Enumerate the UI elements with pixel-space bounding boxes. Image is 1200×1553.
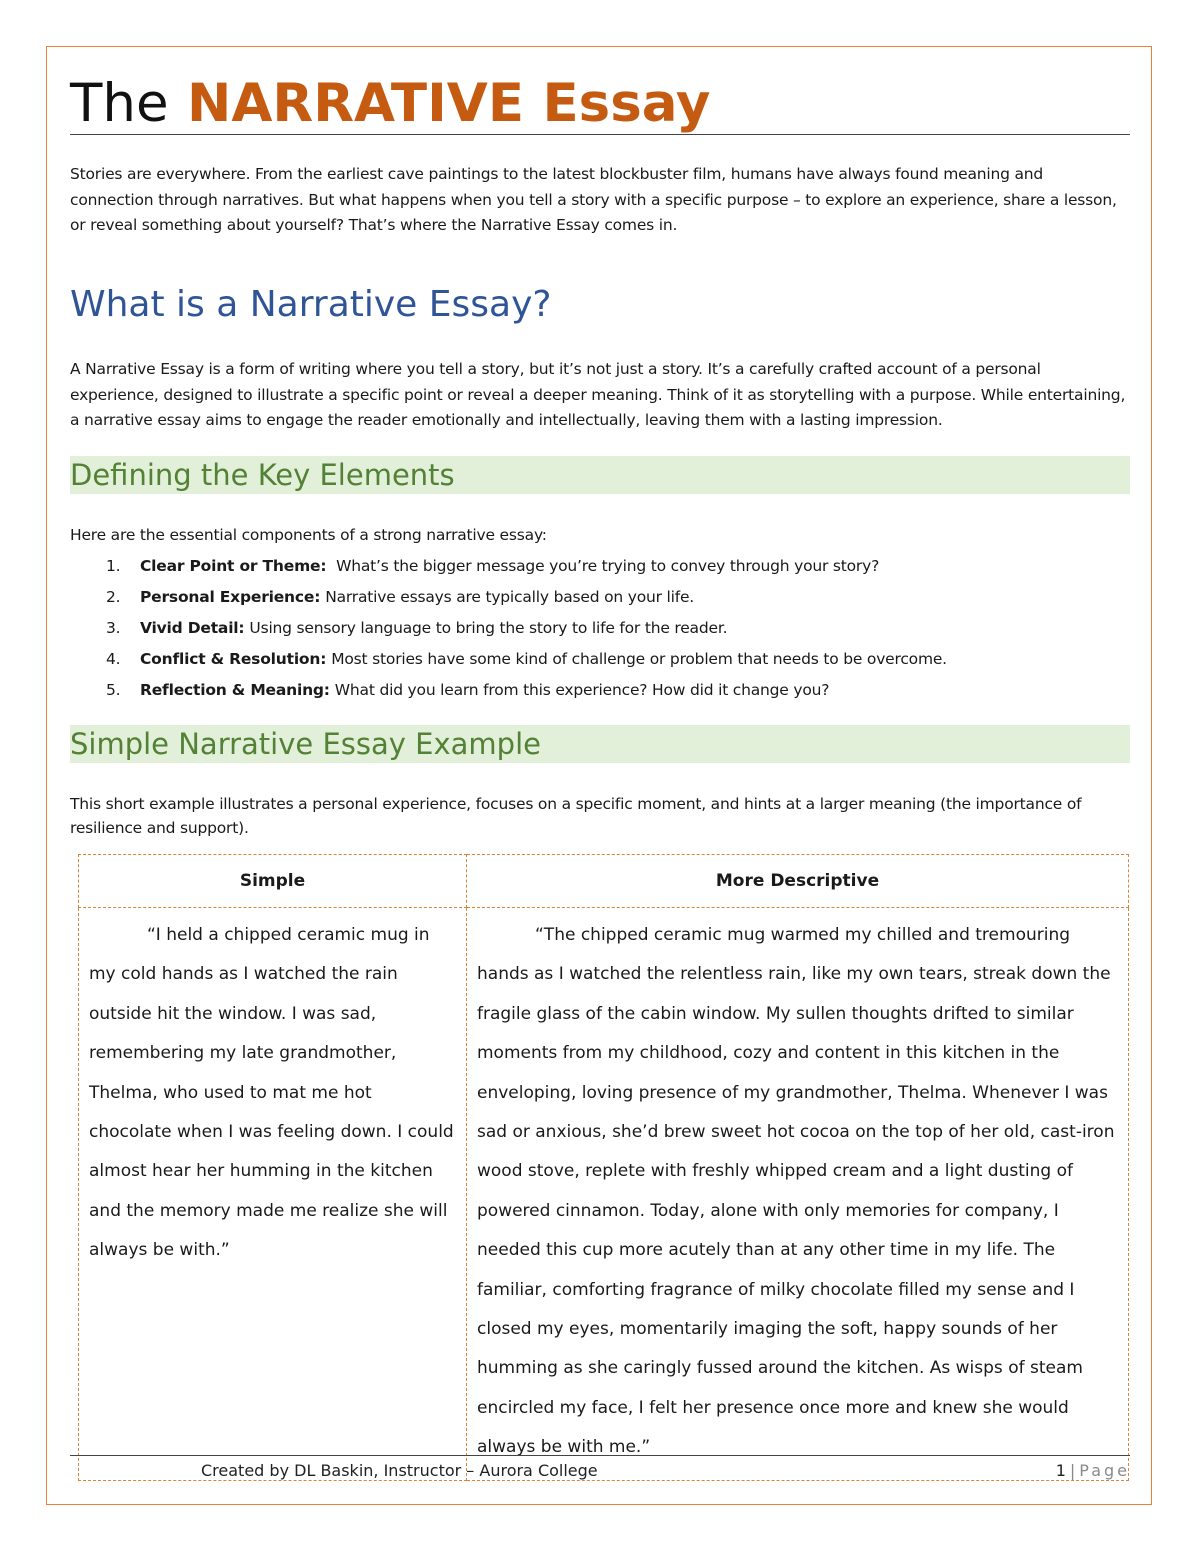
- document-title: [70, 70, 1130, 134]
- list-desc: Using sensory language to bring the story to life for the reader.: [249, 618, 728, 637]
- list-desc: What’s the bigger message you’re trying to convey through your story?: [331, 556, 880, 575]
- title-part-1: The: [70, 73, 169, 134]
- document-body: [70, 70, 1130, 1481]
- list-number: 2.: [106, 587, 121, 606]
- what-is-paragraph: A Narrative Essay is a form of writing where you tell a story, but it’s not just a story. It’s a carefully crafted account of a personal experience, designed to illustrate a specific point or reveal a deeper meaning. Think of it as storytelling with a purpose. While entertaining, a narrative essay aims to engage the reader emotionally and intellectually, leaving them with a lasting impression.: [70, 360, 1126, 430]
- list-number: 1.: [106, 556, 121, 575]
- table-header-row: [79, 854, 1129, 907]
- list-number: 4.: [106, 649, 121, 668]
- example-table: [78, 854, 1129, 1481]
- table-row: [79, 907, 1129, 1480]
- list-item: [70, 582, 1130, 613]
- list-term: Conflict & Resolution:: [140, 649, 327, 668]
- list-desc: Narrative essays are typically based on your life.: [325, 587, 695, 606]
- title-part-2: NARRATIVE Essay: [187, 73, 711, 134]
- list-item: [70, 644, 1130, 675]
- list-item: [70, 613, 1130, 644]
- intro-paragraph: Stories are everywhere. From the earliest cave paintings to the latest blockbuster film, humans have always found meaning and connection through narratives. But what happens when you tell a story with a specific purpose – to explore an experience, share a lesson, or reveal something about yourself? That’s where the Narrative Essay comes in.: [70, 165, 1117, 234]
- list-item: [70, 675, 1130, 706]
- footer-divider: [70, 1455, 1130, 1456]
- footer-page-number: [1056, 1461, 1130, 1480]
- column-header-simple: Simple: [79, 854, 467, 907]
- list-term: Personal Experience:: [140, 587, 321, 606]
- example-lead: This short example illustrates a personal experience, focuses on a specific moment, and hints at a larger meaning (the importance of resilience and support).: [70, 794, 1082, 837]
- list-item: [70, 551, 1130, 582]
- list-term: Vivid Detail:: [140, 618, 245, 637]
- heading-example: Simple Narrative Essay Example: [70, 725, 1130, 763]
- page-label: Page: [1079, 1461, 1130, 1480]
- footer-credit: Created by DL Baskin, Instructor – Aurora College: [201, 1461, 598, 1480]
- list-desc: What did you learn from this experience? How did it change you?: [334, 680, 830, 699]
- column-header-descriptive: More Descriptive: [467, 854, 1129, 907]
- cell-simple: [79, 907, 467, 1480]
- cell-descriptive: [467, 907, 1129, 1480]
- key-elements-list: [70, 551, 1130, 706]
- list-term: Clear Point or Theme:: [140, 556, 327, 575]
- page-number: 1: [1055, 1461, 1066, 1480]
- heading-key-elements: Defining the Key Elements: [70, 456, 1130, 494]
- list-number: 5.: [106, 680, 121, 699]
- page-separator: |: [1069, 1461, 1076, 1480]
- list-number: 3.: [106, 618, 121, 637]
- heading-what-is: What is a Narrative Essay?: [70, 283, 552, 325]
- key-elements-lead: Here are the essential components of a strong narrative essay:: [70, 525, 547, 544]
- list-term: Reflection & Meaning:: [140, 680, 330, 699]
- simple-example-text: “I held a chipped ceramic mug in my cold hands as I watched the rain outside hit the window. I was sad, remembering my late grandmother, Thelma, who used to mat me hot chocolate when I was feeling down. I could almost hear her humming in the kitchen and the memory made me realize she will always be with.”: [89, 924, 454, 1261]
- list-desc: Most stories have some kind of challenge or problem that needs to be overcome.: [331, 649, 947, 668]
- descriptive-example-text: “The chipped ceramic mug warmed my chilled and tremouring hands as I watched the relentless rain, like my own tears, streak down the fragile glass of the cabin window. My sullen thoughts drifted to similar moments from my childhood, cozy and content in this kitchen in the enveloping, loving presence of my grandmother, Thelma. Whenever I was sad or anxious, she’d brew sweet hot cocoa on the top of her old, cast-iron wood stove, replete with freshly whipped cream and a light dusting of powered cinnamon. Today, alone with only memories for company, I needed this cup more acutely than at any other time in my life. The familiar, comforting fragrance of milky chocolate filled my sense and I closed my eyes, momentarily imaging the soft, happy sounds of her humming as she caringly fussed around the kitchen. As wisps of steam encircled my face, I felt her presence once more and knew she would always be with me.”: [477, 924, 1115, 1458]
